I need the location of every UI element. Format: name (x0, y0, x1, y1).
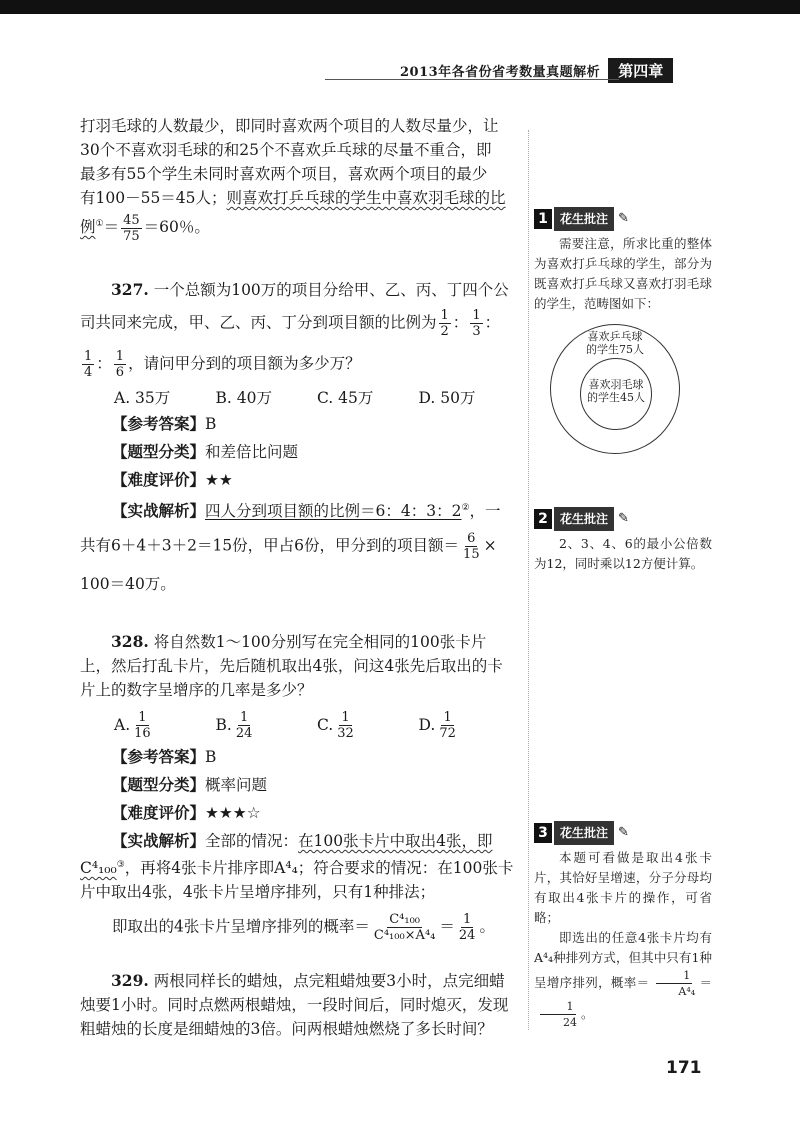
frac-num: 1 (341, 709, 350, 725)
q327-text-3: ，请问甲分到的项目额为多少万？ (128, 354, 361, 373)
eq-sign: ＝ (439, 917, 455, 936)
q328-line-3: 片上的数字呈增序的几率是多少？ (80, 680, 313, 699)
frac-num: 1 (463, 911, 472, 927)
frac-num: 1 (138, 709, 147, 725)
option-fraction (335, 710, 356, 741)
combination-symbol: C⁴₁₀₀ (80, 858, 117, 877)
answer-label: 【参考答案】 (112, 414, 206, 433)
q329-line-2: 烛要1小时。同时点燃两根蜡烛，一段时间后，同时熄灭，发现 (80, 995, 509, 1014)
frac-num: 1 (115, 348, 125, 364)
pen-icon: ✎ (618, 211, 629, 226)
option-d (419, 710, 521, 741)
outer-label (550, 330, 680, 356)
side-note-header (534, 208, 712, 230)
q327-line-3 (80, 349, 520, 380)
side-note-2 (534, 508, 712, 574)
frac-num: 45 (123, 212, 140, 228)
ratio-colon: ： (484, 313, 501, 332)
note-number-badge: 2 (534, 509, 552, 529)
inner-label-line-1: 喜欢羽毛球 (588, 378, 644, 391)
q327-type (80, 440, 520, 464)
frac-den: A⁴₄ (678, 985, 696, 998)
q329-line-1 (80, 969, 520, 993)
prev-line-2: 30个不喜欢羽毛球的和25个不喜欢乒乓球的尽量不重合，即 (80, 141, 492, 159)
question-number: 327. (111, 279, 149, 299)
q328-line-1 (80, 630, 520, 654)
frac-den: 3 (472, 323, 481, 339)
q328-analysis-1 (80, 829, 520, 853)
note-number-badge: 1 (534, 209, 552, 229)
question-number: 329. (111, 970, 149, 990)
ratio-frac-2 (470, 308, 482, 339)
period: 。 (581, 1006, 594, 1021)
option-letter: A. (114, 716, 131, 735)
frac-num: 1 (440, 307, 449, 323)
q329-text-1: 两根同样长的蜡烛，点完粗蜡烛要3小时，点完细蜡 (153, 971, 505, 990)
analysis-text: 即取出的4张卡片呈增序排列的概率＝ (112, 917, 370, 936)
note-text: 本题可看做是取出4张卡片，其恰好呈增速，分子分母均有取出4张卡片的操作，可省略； (534, 850, 712, 925)
frac-num: 1 (443, 709, 452, 725)
q328-analysis-4 (80, 912, 520, 943)
option-a: A. 35万 (114, 388, 171, 407)
q327-difficulty (80, 468, 520, 492)
option-c (317, 710, 419, 741)
q327-text-2: 司共同来完成，甲、乙、丙、丁分到项目额的比例为 (80, 313, 437, 332)
prev-l5-tail: ＝60％。 (143, 218, 210, 237)
outer-label-line-2: 的学生75人 (586, 343, 644, 356)
footnote-mark-1: ① (95, 219, 104, 229)
q328-analysis-2 (80, 853, 520, 880)
header-title: 2013年各省份省考数量真题解析 (400, 64, 601, 80)
inner-label-line-2: 的学生45人 (587, 391, 645, 404)
difficulty-label: 【难度评价】 (112, 803, 206, 822)
frac-den: 15 (463, 546, 480, 562)
frac-num: 1 (472, 307, 481, 323)
analysis-label: 【实战解析】 (112, 831, 206, 850)
note-text: 需要注意，所求比重的整体为喜欢打乒乓球的学生，部分为既喜欢打乒乓球又喜欢打羽毛球的学生，范畴图如下： (534, 236, 712, 311)
q328-text-1: 将自然数1～100分别写在完全相同的100张卡片 (153, 632, 487, 651)
option-b (216, 710, 318, 741)
option-d: D. 50万 (418, 388, 476, 407)
prev-l4-underlined: 则喜欢打乒乓球的学生中喜欢羽毛球的比 (226, 189, 506, 207)
outer-label-line-1: 喜欢乒乓球 (587, 330, 643, 343)
difficulty-label: 【难度评价】 (112, 470, 206, 489)
note-label: 花生批注 (554, 207, 614, 231)
side-note-header (534, 508, 712, 530)
top-black-bar (0, 0, 800, 14)
analysis-label: 【实战解析】 (112, 501, 206, 520)
eq-sign: ＝ (103, 218, 120, 237)
prev-l4-text: 有100－55＝45人； (80, 189, 227, 207)
difficulty-stars: ★★ (205, 470, 233, 489)
result-fraction (457, 912, 478, 943)
note-result-fraction (536, 999, 579, 1030)
note-fraction (651, 968, 697, 999)
note-number-badge: 3 (534, 823, 552, 843)
prev-line-1: 打羽毛球的人数最少，即同时喜欢两个项目的人数尽量少，让 (80, 117, 499, 135)
q327-analysis-1 (80, 496, 520, 523)
probability-fraction (372, 912, 438, 943)
ratio-colon: ： (452, 313, 469, 332)
prev-l5-word: 例 (80, 218, 96, 237)
q327-options (80, 386, 520, 410)
analysis-text: 全部的情况： (205, 831, 299, 850)
eq-sign: ＝ (699, 975, 712, 990)
answer-value: B (205, 414, 217, 433)
note-text-2 (534, 928, 712, 1030)
q327-answer (80, 412, 520, 436)
analysis-text: 共有6＋4＋3＋2＝15份，甲占6份，甲分到的项目额＝ (80, 536, 460, 555)
times-sign: × (483, 536, 497, 555)
q329-line-3: 粗蜡烛的长度是细蜡烛的3倍。问两根蜡烛燃烧了多长时间？ (80, 1019, 493, 1038)
side-note-3 (534, 822, 712, 1030)
frac-den: 24 (458, 927, 476, 943)
ratio-colon: ： (96, 354, 112, 373)
footnote-mark-3: ③ (116, 859, 125, 870)
option-letter: D. (418, 716, 436, 735)
q328-difficulty (80, 801, 520, 825)
q327-line-1 (80, 278, 520, 302)
q327-analysis-3: 100＝40万。 (80, 574, 176, 593)
fraction-45-75 (121, 213, 142, 244)
type-value: 概率问题 (205, 775, 268, 794)
header-rule (325, 79, 619, 80)
q328-type (80, 773, 520, 797)
answer-value: B (205, 747, 217, 766)
option-fraction (234, 710, 255, 741)
q327-line-2 (80, 308, 520, 339)
option-fraction (132, 710, 153, 741)
frac-num: 1 (656, 968, 692, 984)
frac-den: 24 (235, 725, 253, 741)
margin-divider (528, 130, 529, 1030)
analysis-underlined: 四人分到项目额的比例＝6：4：3：2 (205, 501, 462, 520)
frac-den: 75 (123, 228, 140, 244)
option-letter: B. (215, 716, 232, 735)
note-label: 花生批注 (554, 507, 614, 531)
option-fraction (437, 710, 458, 741)
type-label: 【题型分类】 (112, 442, 206, 461)
main-column (80, 114, 520, 1041)
note-label: 花生批注 (554, 821, 614, 845)
option-letter: C. (317, 716, 334, 735)
frac-den: 72 (439, 725, 456, 741)
type-label: 【题型分类】 (112, 775, 206, 794)
frac-den: 32 (337, 725, 354, 741)
question-number: 328. (111, 631, 149, 651)
frac-den: 24 (563, 1016, 577, 1029)
frac-num: 1 (84, 348, 93, 364)
option-a (114, 710, 216, 741)
prev-line-3: 最多有55个学生未同时喜欢两个项目，喜欢两个项目的最少 (80, 165, 488, 183)
frac-den: 2 (440, 323, 449, 339)
option-b: B. 40万 (215, 388, 272, 407)
q328-line-2: 上，然后打乱卡片，先后随机取出4张，问这4张先后取出的卡 (80, 656, 503, 675)
note-text: 即选出的任意4张卡片均有A⁴₄种排列方式，但其中只有1种呈增序排列，概率＝ (534, 930, 712, 990)
ratio-frac-1 (439, 308, 451, 339)
prev-line-5 (80, 212, 520, 244)
page-number: 171 (666, 1058, 702, 1078)
side-note-1 (534, 208, 712, 454)
answer-label: 【参考答案】 (112, 747, 206, 766)
pen-icon: ✎ (618, 511, 629, 526)
fraction-6-15 (461, 531, 482, 562)
difficulty-stars: ★★★☆ (205, 803, 261, 822)
analysis-underlined: 在100张卡片中取出4张，即 (298, 831, 493, 850)
option-c: C. 45万 (317, 388, 374, 407)
type-value: 和差倍比问题 (205, 442, 299, 461)
frac-den: 6 (115, 364, 125, 380)
frac-den: C⁴₁₀₀×A⁴₄ (373, 927, 436, 943)
q328-options (80, 710, 520, 741)
venn-diagram (550, 324, 680, 454)
pen-icon: ✎ (618, 825, 629, 840)
period: 。 (479, 917, 495, 936)
frac-num: 1 (540, 999, 576, 1015)
frac-den: 4 (84, 364, 93, 380)
chapter-tab: 第四章 (608, 58, 673, 83)
frac-num: 6 (467, 530, 476, 546)
ratio-frac-4 (114, 349, 126, 380)
q327-text-1: 一个总额为100万的项目分给甲、乙、丙、丁四个公 (153, 280, 509, 299)
q328-analysis-3: 片中取出4张，4张卡片呈增序排列，只有1种排法； (80, 882, 436, 901)
q328-answer (80, 745, 520, 769)
frac-den: 16 (134, 725, 151, 741)
q327-analysis-2 (80, 531, 520, 562)
side-note-header (534, 822, 712, 844)
prev-line-4 (80, 186, 520, 210)
inner-label (580, 378, 652, 404)
frac-num: C⁴₁₀₀ (389, 911, 421, 927)
frac-num: 1 (239, 709, 249, 725)
ratio-frac-3 (82, 349, 94, 380)
footnote-mark-2: ② (461, 502, 470, 513)
note-text: 2、3、4、6的最小公倍数为12，同时乘以12方便计算。 (534, 536, 712, 571)
analysis-text: ，再将4张卡片排序即A⁴₄；符合要求的情况：在100张卡 (124, 858, 514, 877)
analysis-tail: ，一 (469, 501, 501, 520)
